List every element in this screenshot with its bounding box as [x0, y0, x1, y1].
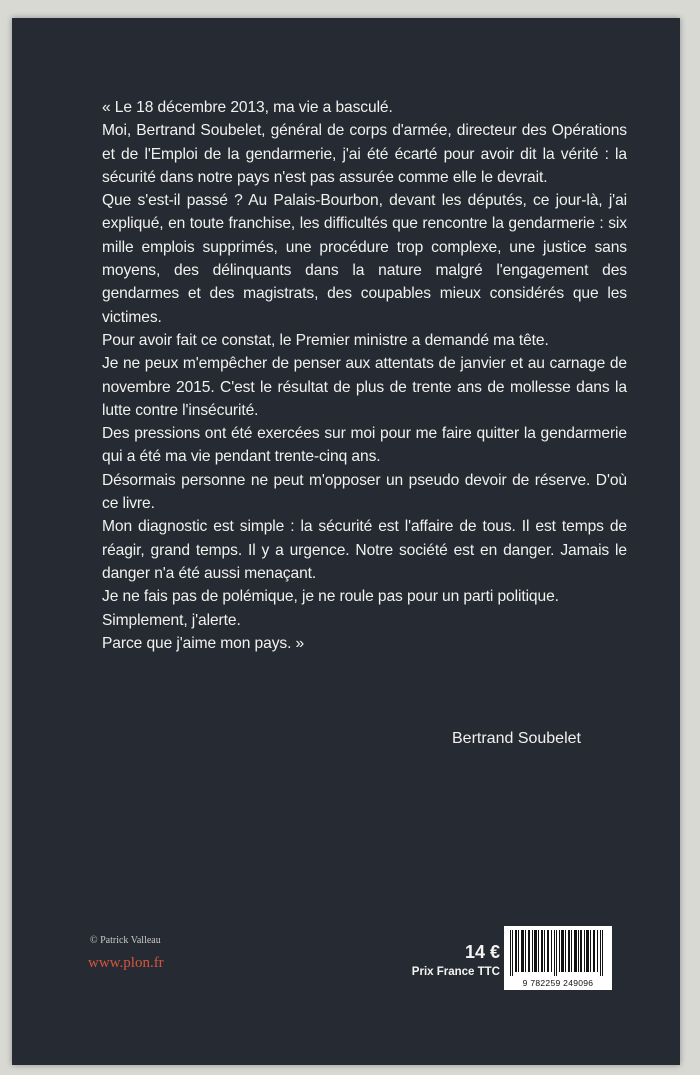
quote-paragraph: Pour avoir fait ce constat, le Premier ministre a demandé ma tête. [102, 331, 549, 349]
quote-paragraph: Je ne peux m'empêcher de penser aux attentats de janvier et au carnage de novembre 2015. C'est le résultat de plus de trente ans de mollesse dans la lutte contre l'insécurité. [102, 355, 627, 419]
quote-paragraph: Désormais personne ne peut m'opposer un pseudo devoir de réserve. D'où ce livre. [102, 471, 627, 513]
barcode-bars-icon [508, 930, 608, 976]
price-label: Prix France TTC [411, 966, 500, 978]
barcode [504, 926, 612, 990]
quote-paragraph: Des pressions ont été exercées sur moi pour me faire quitter la gendarmerie qui a été ma vie pendant trente-cinq ans. [102, 425, 627, 466]
publisher-website-link[interactable]: www.plon.fr [88, 955, 164, 971]
photo-credit: © Patrick Valleau [90, 935, 161, 946]
book-back-cover [12, 18, 680, 1065]
isbn-number: 9 782259 249096 [522, 978, 594, 988]
quote-paragraph: Moi, Bertrand Soubelet, général de corps d'armée, directeur des Opérations et de l'Emploi de la gendarmerie, j'ai été écarté pour avoir dit la vérité : la sécurité dans notre pays n'est pas assurée comme elle le devrait. [102, 122, 627, 186]
quote-paragraph: « Le 18 décembre 2013, ma vie a basculé. [102, 99, 393, 116]
back-cover-quote [102, 96, 627, 655]
quote-paragraph: Que s'est-il passé ? Au Palais-Bourbon, devant les députés, ce jour-là, j'ai expliqué, en toute franchise, les difficultés que rencontre la gendarmerie : six mille emplois supprimés, une procédure trop complexe, une justice sans moyens, des délinquants dans la nature malgré l'engagement des gendarmes et des magistrats, des coupables mieux considérés que les victimes. [102, 192, 627, 326]
quote-paragraph: Mon diagnostic est simple : la sécurité est l'affaire de tous. Il est temps de réagir, grand temps. Il y a urgence. Notre société est en danger. Jamais le danger n'a été aussi menaçant. [102, 518, 627, 582]
quote-paragraph: Simplement, j'alerte. [102, 611, 241, 629]
quote-paragraph: Je ne fais pas de polémique, je ne roule pas pour un parti politique. [102, 588, 559, 606]
price: 14 € [464, 942, 500, 962]
author-signature: Bertrand Soubelet [452, 730, 581, 747]
quote-paragraph: Parce que j'aime mon pays. » [102, 634, 305, 652]
